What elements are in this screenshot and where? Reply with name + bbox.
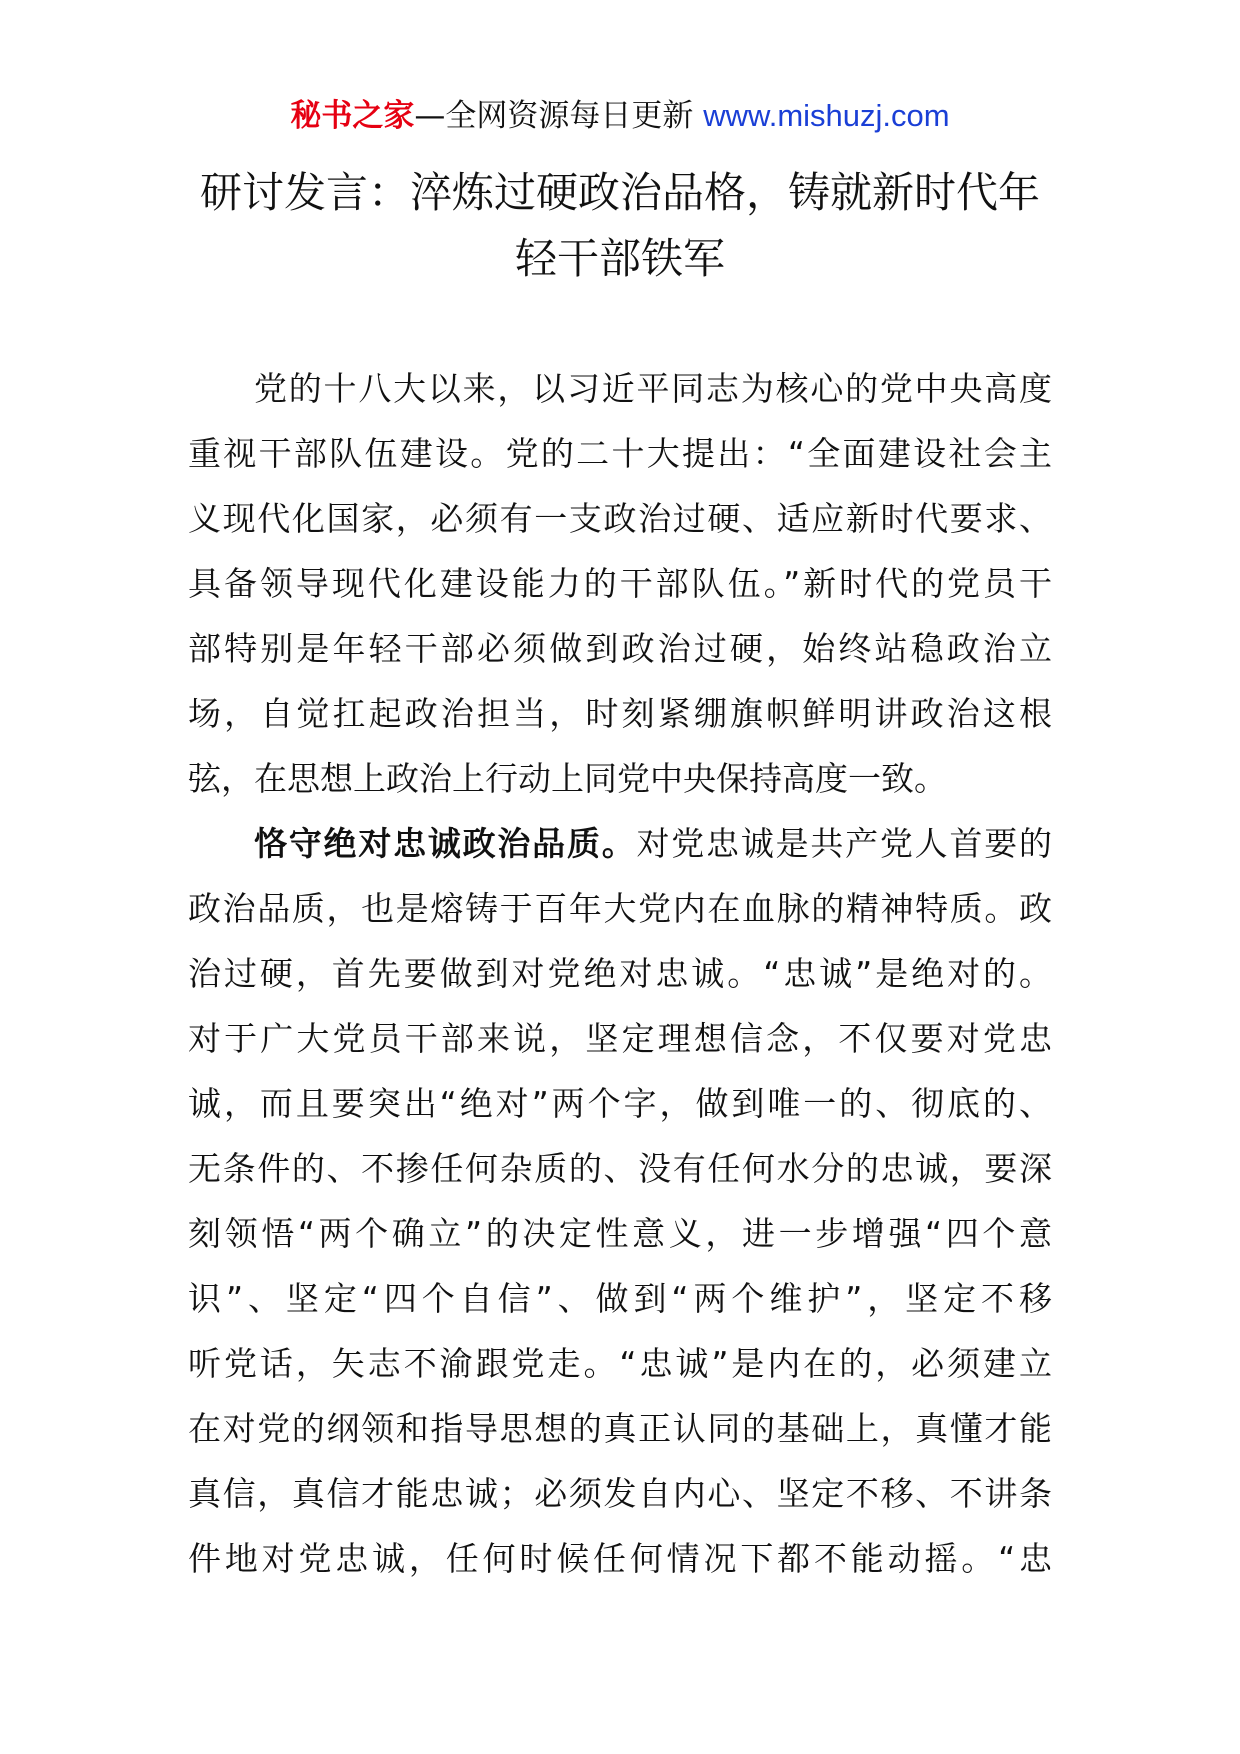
text-line: 义现代化国家，必须有一支政治过硬、适应新时代要求、: [188, 499, 1052, 538]
text-line: 对于广大党员干部来说，坚定理想信念，不仅要对党忠: [188, 1019, 1052, 1058]
document-title: [190, 160, 1050, 292]
text-line: 场，自觉扛起政治担当，时刻紧绷旗帜鲜明讲政治这根: [188, 694, 1052, 733]
text-line: 部特别是年轻干部必须做到政治过硬，始终站稳政治立: [188, 629, 1052, 668]
paragraph-1: [188, 356, 1052, 811]
text-line: 无条件的、不掺任何杂质的、没有任何水分的忠诚，要深: [188, 1149, 1052, 1188]
document-body: [188, 356, 1052, 1591]
site-header: [0, 96, 1240, 136]
heading-line-rest: 对党忠诚是共产党人首要的: [636, 824, 1053, 863]
text-line: 弦，在思想上政治上行动上同党中央保持高度一致。: [188, 759, 947, 798]
text-line: 识”、坚定“四个自信”、做到“两个维护”，坚定不移: [188, 1279, 1052, 1318]
section-heading: 恪守绝对忠诚政治品质。: [254, 824, 637, 863]
text-line: 件地对党忠诚，任何时候任何情况下都不能动摇。“忠: [188, 1539, 1052, 1578]
text-line: 具备领导现代化建设能力的干部队伍。”新时代的党员干: [188, 564, 1052, 603]
text-line: 真信，真信才能忠诚；必须发自内心、坚定不移、不讲条: [188, 1474, 1052, 1513]
text-line: 刻领悟“两个确立”的决定性意义，进一步增强“四个意: [188, 1214, 1052, 1253]
text-line: 听党话，矢志不渝跟党走。“忠诚”是内在的，必须建立: [188, 1344, 1052, 1383]
brand-name: 秘书之家: [290, 98, 415, 134]
text-line: 诚，而且要突出“绝对”两个字，做到唯一的、彻底的、: [188, 1084, 1052, 1123]
text-line: 政治品质，也是熔铸于百年大党内在血脉的精神特质。政: [188, 889, 1052, 928]
paragraph-2: [188, 811, 1052, 1591]
header-tagline: —全网资源每日更新: [414, 98, 704, 134]
text-line: 治过硬，首先要做到对党绝对忠诚。“忠诚”是绝对的。: [188, 954, 1052, 993]
text-line: 在对党的纲领和指导思想的真正认同的基础上，真懂才能: [188, 1409, 1052, 1448]
text-line: [188, 811, 1052, 876]
title-line-1: 研讨发言：淬炼过硬政治品格，铸就新时代年: [199, 168, 1040, 217]
title-line-2: 轻干部铁军: [514, 234, 725, 283]
text-line: 重视干部队伍建设。党的二十大提出：“全面建设社会主: [188, 434, 1052, 473]
site-url-link[interactable]: www.mishuzj.com: [703, 98, 950, 133]
text-line: 党的十八大以来，以习近平同志为核心的党中央高度: [254, 369, 1052, 408]
